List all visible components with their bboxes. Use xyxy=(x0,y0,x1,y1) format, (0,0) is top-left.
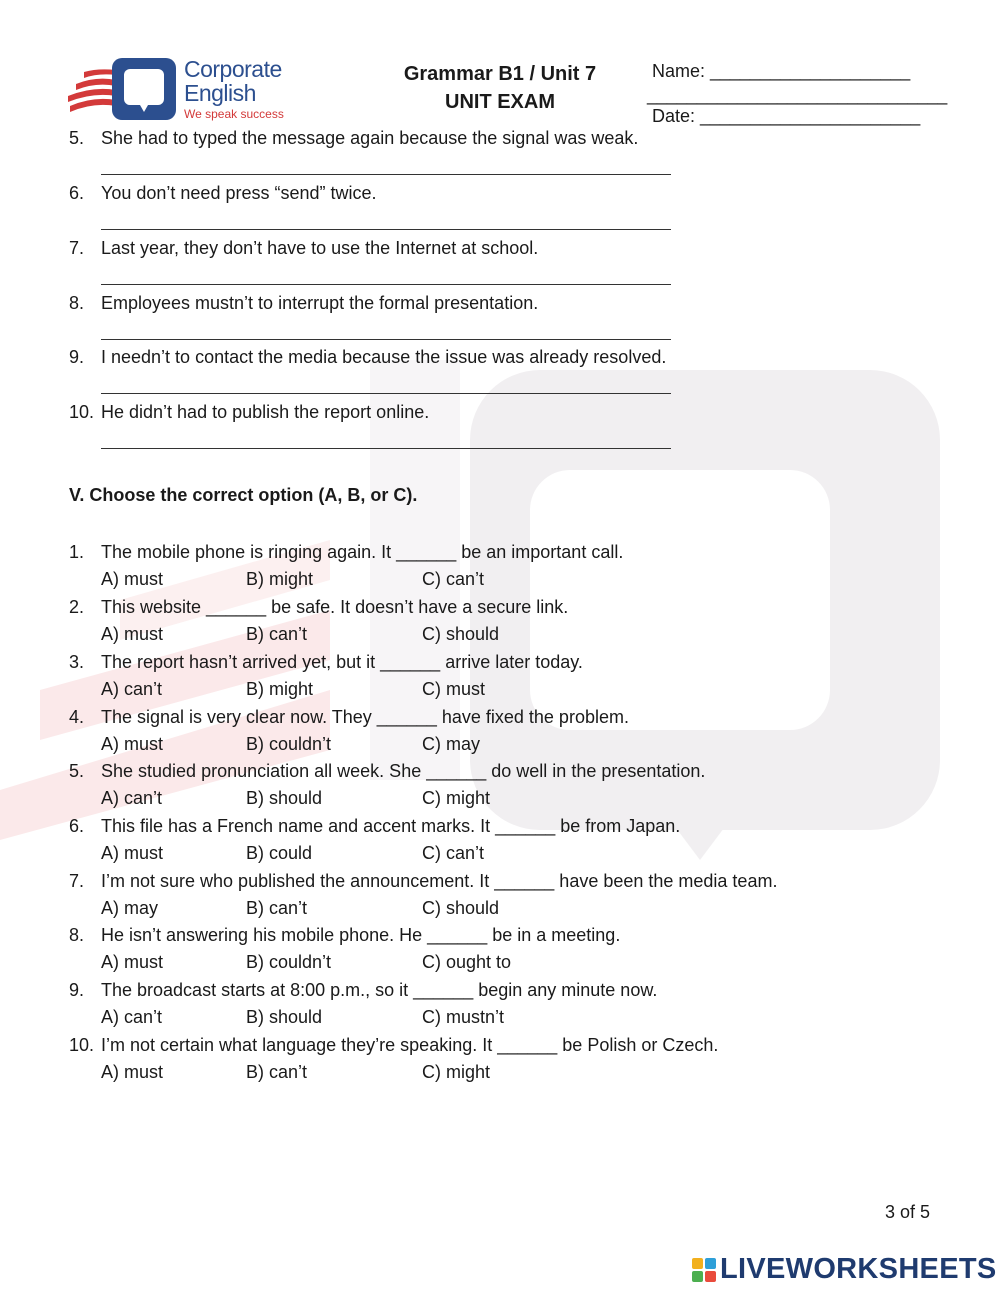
question-stem xyxy=(69,652,583,673)
option-c[interactable]: C) ought to xyxy=(422,952,512,972)
question-number: 7. xyxy=(69,871,85,891)
item-text: Employees mustn’t to interrupt the formal presentation. xyxy=(101,293,539,313)
option-b[interactable]: B) could xyxy=(246,843,313,863)
option-b[interactable]: B) couldn’t xyxy=(246,952,332,972)
option-a[interactable]: A) must xyxy=(101,569,164,589)
logo-flag-icon xyxy=(68,56,180,126)
name-field[interactable]: Name: ____________________ xyxy=(652,61,911,81)
option-b[interactable]: B) couldn’t xyxy=(246,734,332,754)
page-title xyxy=(370,60,630,116)
corporate-english-logo xyxy=(68,56,308,126)
logo-tagline: We speak success xyxy=(184,107,284,121)
question-number: 10. xyxy=(69,1035,95,1055)
option-a[interactable]: A) must xyxy=(101,1062,164,1082)
question-number: 4. xyxy=(69,707,85,727)
answer-line[interactable] xyxy=(101,448,671,449)
option-c[interactable]: C) should xyxy=(422,624,500,644)
page-number: 3 of 5 xyxy=(884,1202,930,1222)
option-a[interactable]: A) can’t xyxy=(101,788,163,808)
question-stem xyxy=(69,542,623,563)
question-number: 5. xyxy=(69,761,85,781)
answer-line[interactable] xyxy=(101,393,671,394)
question-number: 9. xyxy=(69,980,85,1000)
option-a[interactable]: A) may xyxy=(101,898,159,918)
question-text: The signal is very clear now. They ______ have fixed the problem. xyxy=(101,707,629,727)
title-line1: Grammar B1 / Unit 7 xyxy=(403,63,597,85)
item-number: 7. xyxy=(69,238,85,258)
question-text: The broadcast starts at 8:00 p.m., so it ______ begin any minute now. xyxy=(101,980,658,1000)
option-b[interactable]: B) can’t xyxy=(246,624,308,644)
item-text: She had to typed the message again because the signal was weak. xyxy=(101,128,639,148)
item-text: I needn’t to contact the media because the issue was already resolved. xyxy=(101,347,667,367)
option-b[interactable]: B) might xyxy=(246,569,314,589)
question-text: The mobile phone is ringing again. It ______ be an important call. xyxy=(101,542,624,562)
option-b[interactable]: B) should xyxy=(246,788,323,808)
question-stem xyxy=(69,871,777,892)
question-number: 6. xyxy=(69,816,85,836)
correction-item xyxy=(69,402,429,423)
option-b[interactable]: B) should xyxy=(246,1007,323,1027)
section-heading: V. Choose the correct option (A, B, or C). xyxy=(69,485,418,505)
question-number: 1. xyxy=(69,542,85,562)
question-text: I’m not sure who published the announcement. It ______ have been the media team. xyxy=(101,871,778,891)
question-text: He isn’t answering his mobile phone. He ______ be in a meeting. xyxy=(101,925,621,945)
option-c[interactable]: C) must xyxy=(422,679,485,699)
date-field[interactable]: Date: ______________________ xyxy=(652,106,921,126)
answer-line[interactable] xyxy=(101,339,671,340)
correction-item xyxy=(69,183,377,204)
item-number: 9. xyxy=(69,347,85,367)
option-c[interactable]: C) might xyxy=(422,1062,491,1082)
option-a[interactable]: A) can’t xyxy=(101,1007,163,1027)
answer-line[interactable] xyxy=(101,229,671,230)
answer-line[interactable] xyxy=(101,284,671,285)
correction-item xyxy=(69,293,538,314)
option-b[interactable]: B) might xyxy=(246,679,314,699)
correction-item xyxy=(69,347,666,368)
question-stem xyxy=(69,816,680,837)
question-stem xyxy=(69,1035,718,1056)
question-stem xyxy=(69,980,657,1001)
option-c[interactable]: C) mustn’t xyxy=(422,1007,505,1027)
question-text: I’m not certain what language they’re speaking. It ______ be Polish or Czech. xyxy=(101,1035,719,1055)
option-a[interactable]: A) can’t xyxy=(101,679,163,699)
option-b[interactable]: B) can’t xyxy=(246,1062,308,1082)
item-text: You don’t need press “send” twice. xyxy=(101,183,377,203)
liveworksheets-logo[interactable] xyxy=(692,1253,997,1286)
item-text: He didn’t had to publish the report online. xyxy=(101,402,430,422)
question-text: This file has a French name and accent marks. It ______ be from Japan. xyxy=(101,816,681,836)
question-stem xyxy=(69,707,629,728)
correction-item xyxy=(69,128,638,149)
item-text: Last year, they don’t have to use the Internet at school. xyxy=(101,238,539,258)
item-number: 5. xyxy=(69,128,85,148)
option-c[interactable]: C) may xyxy=(422,734,480,754)
option-c[interactable]: C) can’t xyxy=(422,843,485,863)
option-c[interactable]: C) should xyxy=(422,898,500,918)
question-text: The report hasn’t arrived yet, but it ______ arrive later today. xyxy=(101,652,583,672)
logo-brand-line2: English xyxy=(184,80,256,106)
answer-line[interactable] xyxy=(101,174,671,175)
option-c[interactable]: C) can’t xyxy=(422,569,485,589)
logo-brand-line1: Corporate xyxy=(184,56,282,82)
option-a[interactable]: A) must xyxy=(101,843,164,863)
item-number: 10. xyxy=(69,402,95,422)
option-a[interactable]: A) must xyxy=(101,734,164,754)
name-field-line2[interactable]: ______________________________ xyxy=(647,85,948,105)
question-text: She studied pronunciation all week. She ______ do well in the presentation. xyxy=(101,761,706,781)
question-number: 8. xyxy=(69,925,85,945)
item-number: 6. xyxy=(69,183,85,203)
title-line2: UNIT EXAM xyxy=(445,91,555,113)
item-number: 8. xyxy=(69,293,85,313)
option-a[interactable]: A) must xyxy=(101,952,164,972)
option-b[interactable]: B) can’t xyxy=(246,898,308,918)
option-a[interactable]: A) must xyxy=(101,624,164,644)
question-text: This website ______ be safe. It doesn’t have a secure link. xyxy=(101,597,569,617)
question-number: 3. xyxy=(69,652,85,672)
question-stem xyxy=(69,925,620,946)
question-stem xyxy=(69,761,705,782)
correction-item xyxy=(69,238,538,259)
option-c[interactable]: C) might xyxy=(422,788,491,808)
liveworksheets-brand: LIVEWORKSHEETS xyxy=(720,1253,997,1285)
question-stem xyxy=(69,597,568,618)
question-number: 2. xyxy=(69,597,85,617)
liveworksheets-grid-icon xyxy=(692,1258,716,1282)
